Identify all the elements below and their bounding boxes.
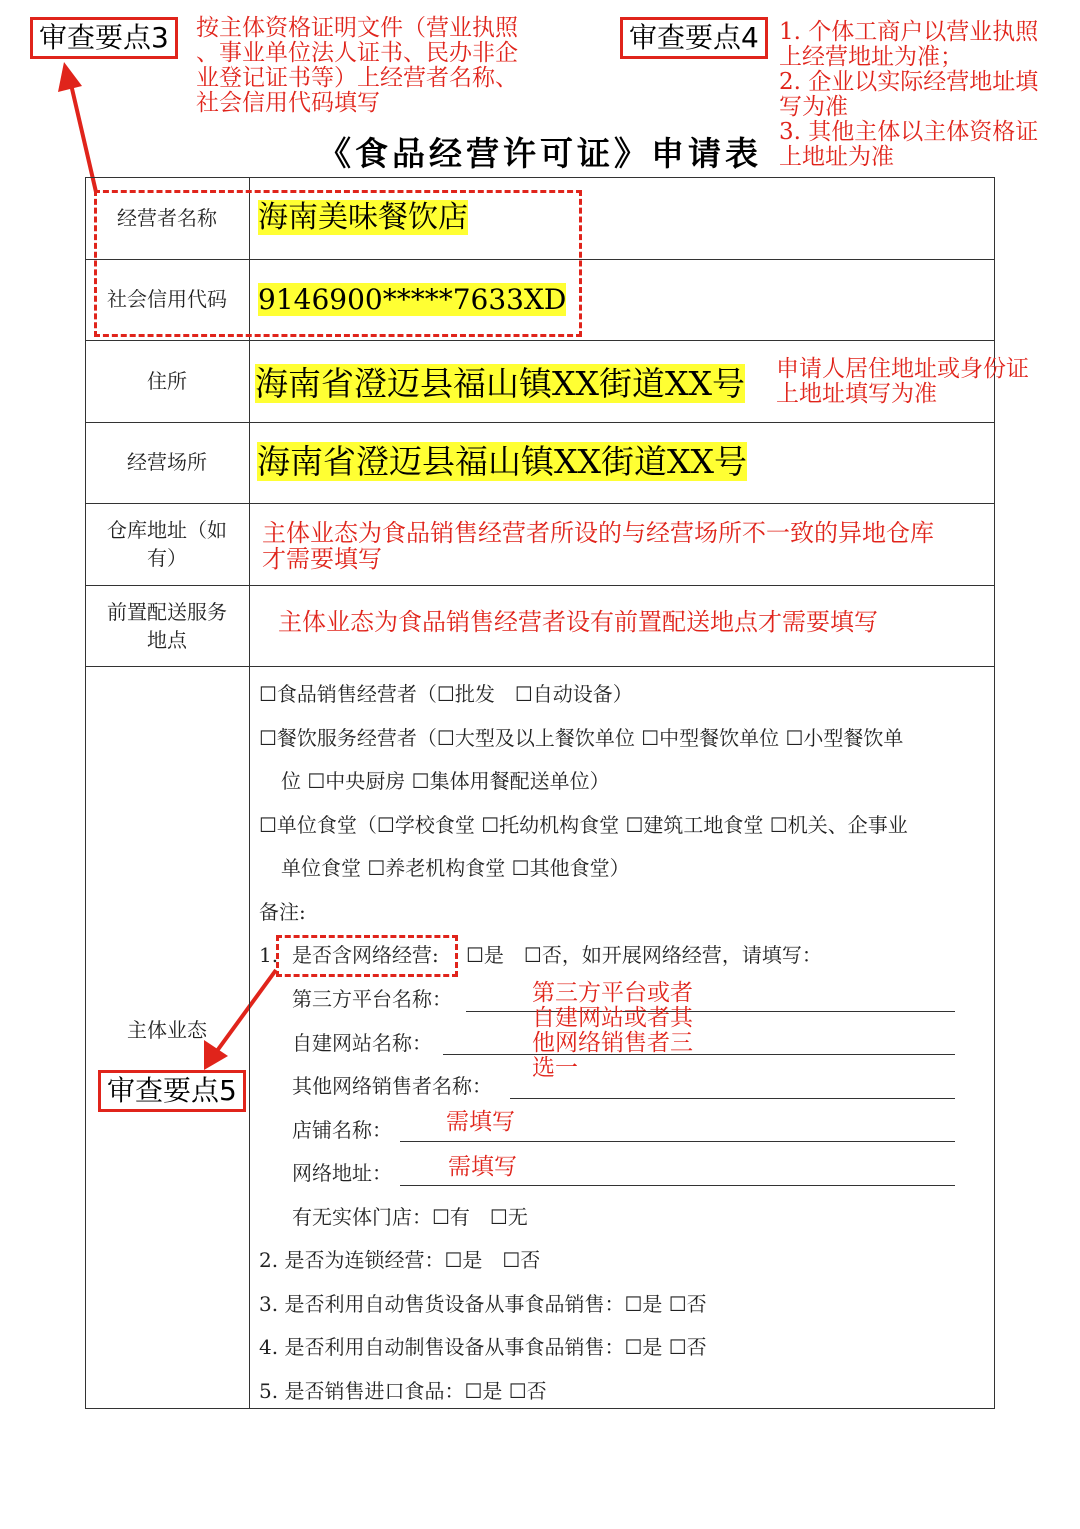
q2-chain-operation[interactable]: 2. 是否为连锁经营：☐是 ☐否 [259,1248,541,1272]
note-residence: 申请人居住地址或身份证 上地址填写为准 [776,356,1029,407]
review-point-5-highlight [276,935,458,977]
residence-value: 海南省澄迈县福山镇XX街道XX号 [255,364,745,403]
web-address-field[interactable] [400,1185,955,1186]
review-point-4-tag: 审查要点4 [620,17,768,59]
q1-options[interactable]: ☐是 ☐否，如开展网络经营，请填写： [466,943,822,967]
option-catering-cont[interactable]: 位 ☐中央厨房 ☐集体用餐配送单位） [281,769,610,793]
web-address-required-note: 需填写 [448,1154,517,1180]
q3-vending-machine[interactable]: 3. 是否利用自动售货设备从事食品销售：☐是 ☐否 [259,1292,707,1316]
own-website-label: 自建网站名称： [292,1031,432,1055]
third-party-platform-label: 第三方平台名称： [292,987,452,1011]
q1-online-business: 是否含网络经营: [292,943,439,967]
delivery-point-instruction: 主体业态为食品销售经营者设有前置配送地点才需要填写 [278,608,878,636]
delivery-point-label: 前置配送服务 地点 [107,600,227,652]
review-point-5-tag: 审查要点5 [98,1070,246,1112]
remark-label: 备注: [259,900,306,924]
note-review-point-3: 按主体资格证明文件（营业执照 、事业单位法人证书、民办非企 业登记证书等）上经营者名称、 社会信用代码填写 [196,15,518,116]
q5-imported-food[interactable]: 5. 是否销售进口食品：☐是 ☐否 [259,1379,547,1403]
shop-name-required-note: 需填写 [446,1109,515,1135]
premises-value: 海南省澄迈县福山镇XX街道XX号 [257,442,747,481]
other-seller-label: 其他网络销售者名称： [292,1074,492,1098]
q1-number: 1. [259,943,279,967]
operator-name-label: 经营者名称 [117,206,217,230]
warehouse-label: 仓库地址（如 有） [107,518,227,570]
residence-label: 住所 [147,369,187,393]
other-seller-field[interactable] [510,1098,955,1099]
form-title: 《食品经营许可证》申请表 [318,134,762,173]
web-address-label: 网络地址： [292,1161,392,1185]
shop-name-field[interactable] [400,1141,955,1142]
option-canteen[interactable]: ☐单位食堂（☐学校食堂 ☐托幼机构食堂 ☐建筑工地食堂 ☐机关、企事业 [259,813,908,837]
option-canteen-cont[interactable]: 单位食堂 ☐养老机构食堂 ☐其他食堂） [281,856,630,880]
credit-code-label: 社会信用代码 [107,287,227,311]
q4-auto-production[interactable]: 4. 是否利用自动制售设备从事食品销售：☐是 ☐否 [259,1335,707,1359]
note-review-point-4: 1. 个体工商户以营业执照 上经营地址为准； 2. 企业以实际经营地址填 写为准 3. 其他主体以主体资格证 上地址为准 [779,19,1039,170]
choose-one-note: 第三方平台或者 自建网站或者其 他网络销售者三 选一 [532,980,693,1081]
subject-type-label: 主体业态 [127,1018,207,1042]
review-point-3-tag: 审查要点3 [30,17,178,59]
option-food-sales[interactable]: ☐食品销售经营者（☐批发 ☐自动设备） [259,682,633,706]
warehouse-instruction: 主体业态为食品销售经营者所设的与经营场所不一致的异地仓库 才需要填写 [262,519,934,573]
shop-name-label: 店铺名称： [292,1118,392,1142]
credit-code-value: 9146900*****7633XD [258,283,567,316]
option-catering[interactable]: ☐餐饮服务经营者（☐大型及以上餐饮单位 ☐中型餐饮单位 ☐小型餐饮单 [259,726,904,750]
own-website-field[interactable] [443,1054,955,1055]
operator-name-value: 海南美味餐饮店 [258,200,468,235]
review-point-3-highlight [94,190,582,337]
premises-label: 经营场所 [127,450,207,474]
physical-store-question[interactable]: 有无实体门店：☐有 ☐无 [292,1205,528,1229]
